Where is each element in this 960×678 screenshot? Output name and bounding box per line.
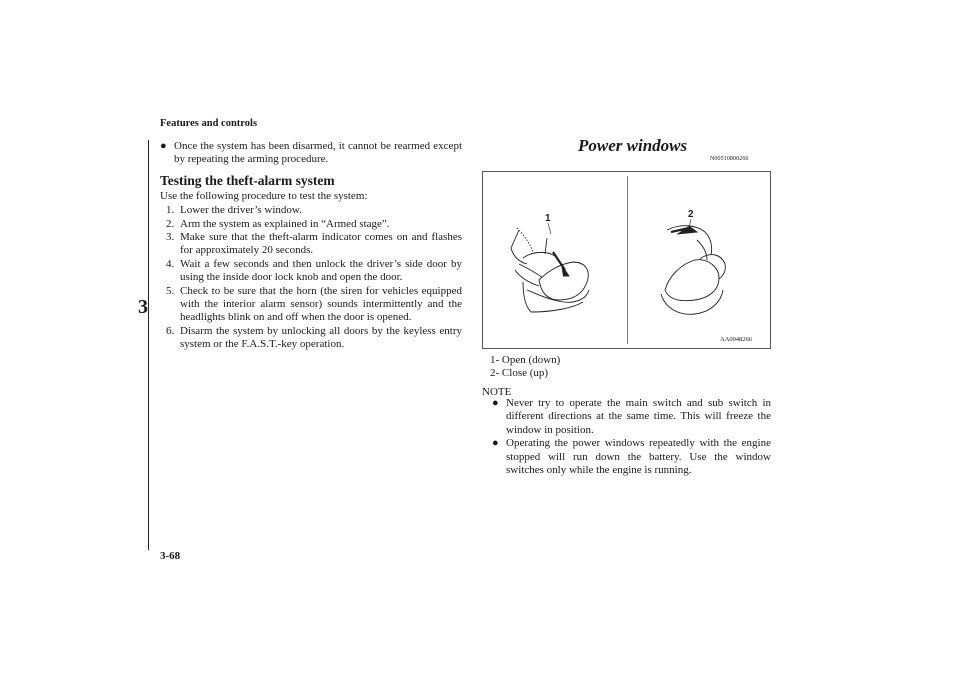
step-text: Lower the driver’s window. (180, 204, 302, 217)
step-number: 3. (166, 231, 175, 244)
step-text: Check to be sure that the horn (the siren for vehicles equipped with the interior alarm sensor) sounds intermittently and the headlights blink on and off when the door is opened. (180, 284, 462, 324)
power-windows-title: Power windows (578, 136, 688, 155)
procedure-step (166, 231, 462, 258)
theft-alarm-heading: Testing the theft-alarm system (160, 172, 335, 188)
caption-text: Close (up) (501, 367, 549, 380)
disarm-note (160, 140, 462, 167)
caption-number: 2- (490, 367, 500, 380)
note-text: Operating the power windows repeatedly with the engine stopped will run down the battery. Use the window switches only while the engine is running. (506, 437, 771, 477)
step-text: Make sure that the theft-alarm indicator comes on and flashes for approximately 20 seconds. (180, 231, 462, 257)
chapter-tab (118, 140, 149, 550)
figure-captions (490, 354, 690, 381)
step-number: 6. (166, 324, 175, 337)
figure-code: AA0048266 (720, 336, 753, 343)
left-column (160, 140, 462, 352)
procedure-steps (166, 204, 462, 351)
caption-text: Open (down) (501, 354, 561, 366)
procedure-step (166, 258, 462, 285)
figure-divider (627, 176, 628, 344)
procedure-step (166, 325, 462, 352)
step-number: 4. (166, 257, 175, 270)
bullet-icon: ● (160, 140, 167, 152)
note-label: NOTE (482, 386, 512, 398)
procedure-step (166, 285, 462, 325)
note-item (492, 437, 771, 477)
procedure-intro: Use the following procedure to test the system: (160, 189, 368, 202)
procedure-step (166, 218, 462, 231)
caption-number: 1- (490, 354, 500, 366)
section-header: Features and controls (160, 118, 258, 129)
procedure-step (166, 204, 462, 217)
page-number: 3-68 (160, 550, 181, 562)
notes-list (492, 397, 771, 477)
step-text: Wait a few seconds and then unlock the driver’s side door by using the inside door lock knob and open the door. (180, 257, 462, 284)
disarm-note-text: Once the system has been disarmed, it cannot be rearmed except by repeating the arming procedure. (174, 140, 462, 166)
open-down-illustration (511, 228, 589, 312)
step-number: 1. (166, 204, 175, 217)
label-1-leader (548, 223, 551, 234)
chapter-number: 3 (138, 296, 148, 318)
document-code: N00510800266 (710, 156, 749, 162)
step-number: 2. (166, 217, 175, 230)
figure-label-2: 2 (688, 209, 694, 220)
figure-label-1: 1 (545, 213, 551, 224)
note-item (492, 397, 771, 437)
caption-close (490, 367, 690, 380)
step-text: Disarm the system by unlocking all doors by the keyless entry system or the F.A.S.T.-key operation. (180, 324, 462, 351)
bullet-icon: ● (492, 397, 499, 409)
step-text: Arm the system as explained in “Armed stage”. (180, 217, 390, 230)
close-up-illustration (661, 226, 725, 315)
caption-open (490, 354, 690, 367)
bullet-icon: ● (492, 437, 499, 450)
note-text: Never try to operate the main switch and sub switch in different directions at the same time. This will freeze the window in position. (506, 397, 771, 436)
step-number: 5. (166, 284, 175, 297)
